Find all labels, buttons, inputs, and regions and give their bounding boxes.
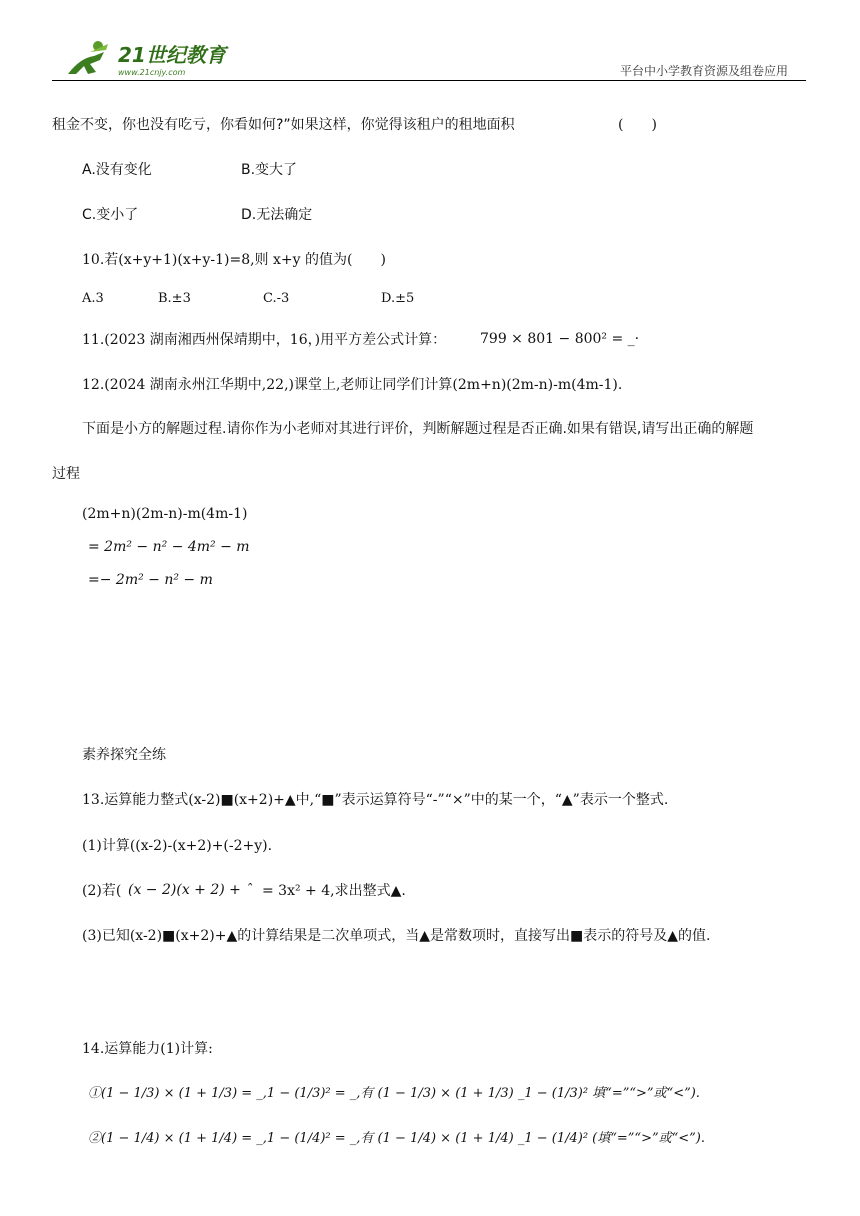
q12-body-line2: 过程: [52, 466, 80, 482]
q14-row-2: ②(1 − 1/4) × (1 + 1/4) = _,1 − (1/4)² = _,有 (1 − 1/4) × (1 + 1/4) _1 − (1/4)² (填“=”“>”或“<”).: [88, 1131, 706, 1146]
q9-option-a: A.没有变化: [82, 162, 152, 178]
q11-text: 11.(2023 湖南湘西州保靖期中，16，)用平方差公式计算：: [82, 332, 447, 348]
q14-text: 14.运算能力(1)计算:: [82, 1041, 213, 1057]
q12-text: 12.(2024 湖南永州江华期中,22,)课堂上,老师让同学们计算(2m+n)(2m-n)-m(4m-1).: [82, 377, 623, 393]
q13-part3: (3)已知(x-2)■(x+2)+▲的计算结果是二次单项式，当▲是常数项时，直接写出■表示的符号及▲的值.: [82, 928, 711, 944]
q13-text: 13.运算能力整式(x-2)■(x+2)+▲中,“■”表示运算符号“-”“×”中的某一个，“▲”表示一个整式.: [82, 792, 669, 808]
section-title: 素养探究全练: [82, 747, 166, 763]
q12-body-line1: 下面是小方的解题过程.请你作为小老师对其进行评价，判断解题过程是否正确.如果有错误,请写出正确的解题: [82, 421, 754, 437]
q10-option-b: B.±3: [158, 291, 191, 306]
q13-part2-expr: (x − 2)(x + 2) + ˆ: [128, 882, 253, 898]
q9-option-d: D.无法确定: [241, 207, 313, 223]
q9-option-c: C.变小了: [82, 207, 139, 223]
q9-answer-paren: ( ): [618, 117, 657, 133]
q9-option-b: B.变大了: [241, 162, 298, 178]
header-right-text: 平台中小学教育资源及组卷应用: [620, 64, 789, 78]
header-divider: [52, 80, 806, 81]
work-line-2: = 2m² − n² − 4m² − m: [88, 539, 250, 555]
q10-option-d: D.±5: [381, 291, 415, 306]
q13-part1: (1)计算((x-2)-(x+2)+(-2+y).: [82, 838, 273, 854]
q13-part2-tail: = 3x² + 4,求出整式▲.: [262, 883, 406, 899]
q13-part2-lead: (2)若(: [82, 883, 122, 899]
q10-option-a: A.3: [82, 291, 104, 306]
svg-text:21世纪教育: 21世纪教育: [118, 43, 226, 67]
q10-text: 10.若(x+y+1)(x+y-1)=8,则 x+y 的值为( ): [82, 252, 386, 268]
q14-row-1: ①(1 − 1/3) × (1 + 1/3) = _,1 − (1/3)² = _,有 (1 − 1/3) × (1 + 1/3) _1 − (1/3)² 填“=”“>”或“<”).: [88, 1086, 700, 1101]
work-line-1: (2m+n)(2m-n)-m(4m-1): [82, 506, 248, 522]
work-line-3: =− 2m² − n² − m: [88, 572, 213, 588]
q10-option-c: C.-3: [263, 291, 290, 306]
q11-expression: 799 × 801 − 800² = _·: [480, 331, 640, 347]
svg-text:www.21cnjy.com: www.21cnjy.com: [118, 68, 186, 77]
runner-logo-icon: [60, 38, 230, 82]
q9-text: 租金不变，你也没有吃亏，你看如何?”如果这样，你觉得该租户的租地面积: [52, 117, 515, 133]
logo: [60, 38, 230, 82]
